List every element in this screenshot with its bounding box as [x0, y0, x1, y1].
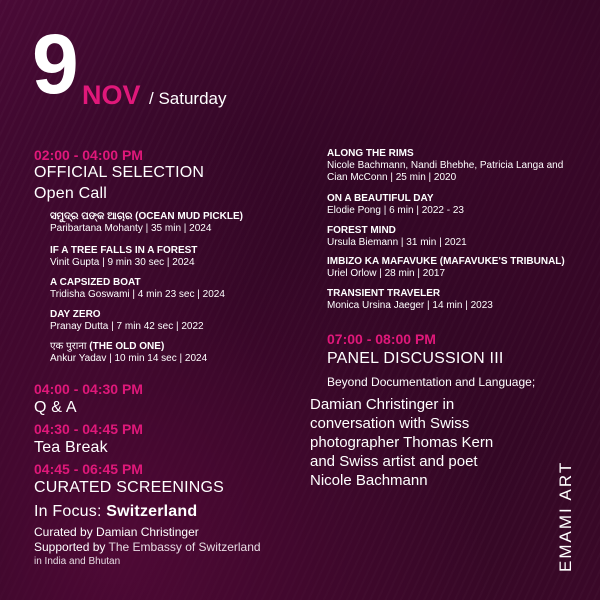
- curated-title: CURATED SCREENINGS: [34, 479, 224, 496]
- date-weekday: / Saturday: [149, 89, 227, 108]
- film-meta: Nicole Bachmann, Nandi Bhebhe, Patricia Langa and Cian McConn | 25 min | 2020: [327, 160, 564, 183]
- film-title: [50, 341, 300, 353]
- film-item: [50, 309, 300, 333]
- official-subtitle: Open Call: [34, 185, 107, 202]
- film-title: ସମୁଦ୍ର ପଙ୍କ ଆଚାର (OCEAN MUD PICKLE): [50, 211, 243, 222]
- film-item: [50, 277, 300, 301]
- emami-art-logo: EMAMI ART: [556, 460, 575, 572]
- focus-country: Switzerland: [106, 503, 198, 520]
- film-meta: Ankur Yadav | 10 min 14 sec | 2024: [50, 353, 208, 364]
- film-title: DAY ZERO: [50, 309, 101, 320]
- panel-title: PANEL DISCUSSION III: [327, 350, 504, 367]
- film-meta: Elodie Pong | 6 min | 2022 - 23: [327, 205, 464, 216]
- date-day: 9: [32, 17, 76, 111]
- film-title: A CAPSIZED BOAT: [50, 277, 141, 288]
- film-title-prefix: एक पुराना: [50, 341, 87, 352]
- film-title: IMBIZO KA MAFAVUKE (MAFAVUKE'S TRIBUNAL): [327, 256, 565, 267]
- film-meta: Monica Ursina Jaeger | 14 min | 2023: [327, 300, 493, 311]
- curated-by: Curated by Damian Christinger: [34, 525, 199, 539]
- film-item: [327, 148, 567, 184]
- film-meta: Tridisha Goswami | 4 min 23 sec | 2024: [50, 289, 225, 300]
- date-month: NOV: [82, 80, 141, 110]
- supported-by: [34, 540, 296, 554]
- film-title-english: (THE OLD ONE): [86, 341, 165, 352]
- official-time: 02:00 - 04:00 PM: [34, 147, 143, 163]
- film-meta: Uriel Orlow | 28 min | 2017: [327, 268, 446, 279]
- focus-label: In Focus:: [34, 503, 107, 520]
- film-item: [50, 341, 300, 365]
- supported-label: Supported by: [34, 540, 106, 554]
- qa-title: Q & A: [34, 399, 77, 416]
- film-meta: Ursula Biemann | 31 min | 2021: [327, 237, 467, 248]
- film-item: [327, 288, 567, 312]
- official-title: OFFICIAL SELECTION: [34, 164, 205, 181]
- film-title: IF A TREE FALLS IN A FOREST: [50, 245, 198, 256]
- film-title: ALONG THE RIMS: [327, 148, 414, 159]
- curated-focus: [34, 502, 296, 521]
- film-meta: Pranay Dutta | 7 min 42 sec | 2022: [50, 321, 204, 332]
- curated-time: 04:45 - 06:45 PM: [34, 461, 143, 477]
- film-item: [327, 256, 567, 280]
- tea-time: 04:30 - 04:45 PM: [34, 421, 143, 437]
- film-item: [50, 245, 300, 269]
- supported-org: The Embassy of Switzerland: [105, 540, 261, 554]
- film-item: [50, 211, 300, 235]
- film-title: FOREST MIND: [327, 225, 396, 236]
- panel-time: 07:00 - 08:00 PM: [327, 331, 436, 347]
- film-title: ON A BEAUTIFUL DAY: [327, 193, 434, 204]
- film-meta: Vinit Gupta | 9 min 30 sec | 2024: [50, 257, 195, 268]
- film-title: TRANSIENT TRAVELER: [327, 288, 441, 299]
- tea-title: Tea Break: [34, 439, 108, 456]
- film-item: [327, 225, 567, 249]
- panel-subtitle: Beyond Documentation and Language;: [327, 375, 536, 389]
- panel-description: Damian Christinger in conversation with Swiss photographer Thomas Kern and Swiss artist and poet Nicole Bachmann: [310, 396, 494, 489]
- qa-time: 04:00 - 04:30 PM: [34, 381, 143, 397]
- film-item: [327, 193, 567, 217]
- film-meta: Paribartana Mohanty | 35 min | 2024: [50, 223, 212, 234]
- supported-org-line2: in India and Bhutan: [34, 556, 121, 567]
